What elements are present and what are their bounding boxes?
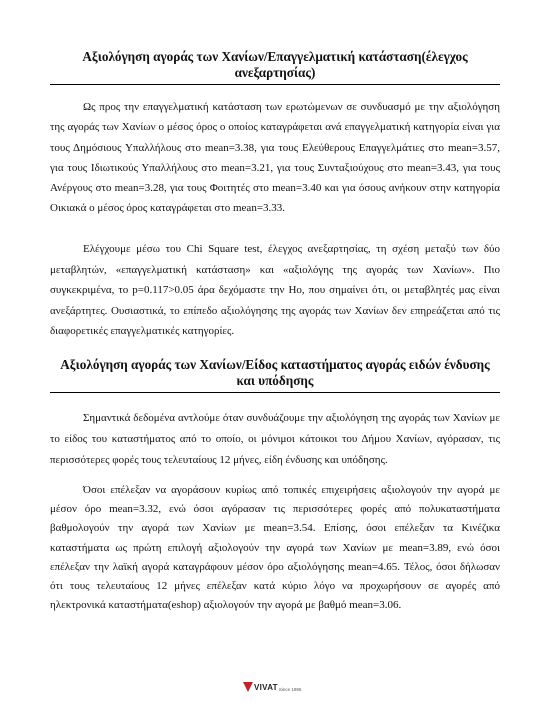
logo-subtext: Since 1996 <box>278 687 302 692</box>
paragraph-chi-square: Ελέγχουμε μέσω του Chi Square test, έλεγχος ανεξαρτησίας, τη σχέση μεταξύ των δύο μεταβλητών, «επαγγελματική κατάσταση» και «αξιολόγης της αγοράς των Χανίων». Πιο συγκεκριμένα, το p=0.117>0.05 άρα δεχόμαστε την Ho, που σημαίνει ότι, οι μεταβλητές μας είναι ανεξάρτητες. Ουσιαστικά, το επίπεδο αξιολόγησης της αγοράς των Χανίων δεν επηρεάζεται από τις διαφορετικές επαγγελματικές κατηγορίες. <box>50 243 500 337</box>
paragraph-store-type-intro: Σημαντικά δεδομένα αντλούμε όταν συνδυάζουμε την αξιολόγηση της αγοράς των Χανίων με το είδος του καταστήματος από το οποίο, οι μόνιμοι κάτοικοι του Δήμου Χανίων, αγόρασαν, τις περισσότερες φορές τους τελευταίους 12 μήνες, είδη ένδυσης και υπόδησης. <box>50 412 500 466</box>
section-heading-store-type: Αξιολόγηση αγοράς των Χανίων/Είδος καταστήματος αγοράς ειδών ένδυσης και υπόδησης <box>60 357 490 388</box>
heading-underline <box>50 392 500 393</box>
logo-text: VIVAT <box>254 682 278 692</box>
paragraph-store-type-means: Όσοι επέλεξαν να αγοράσουν κυρίως από τοπικές επιχειρήσεις αξιολογούν την αγορά με μέσον όρο mean=3.32, ενώ όσοι αγόρασαν τις περισσότερες φορές από πολυκαταστήματα βαθμολογούν την αγορά των Χανίων με mean=3.54. Επίσης, όσοι επέλεξαν τα Κινέζικα καταστήματα ως πρώτη επιλογή αξιολογούν την αγορά των Χανίων με mean=3.89, ενώ όσοι επέλεξαν την λαϊκή αγορά καταγράφουν μέσον όρο αξιολόγησης mean=4.65. Τέλος, όσοι δήλωσαν ότι τους τελευταίους 12 μήνες επέλεξαν κατά κύριο λόγο να προχωρήσουν σε αγορές από ηλεκτρονικά καταστήματα(eshop) αξιολογούν την αγορά με βαθμό mean=3.06. <box>50 484 500 612</box>
vivat-logo <box>243 679 301 695</box>
logo-v-mark-icon <box>243 682 253 692</box>
heading-underline <box>50 84 500 85</box>
section-heading-occupation: Αξιολόγηση αγοράς των Χανίων/Επαγγελματική κατάσταση(έλεγχος ανεξαρτησίας) <box>82 49 468 80</box>
paragraph-occupation-means: Ως προς την επαγγελματική κατάσταση των ερωτώμενων σε συνδυασμό με την αξιολόγηση της αγοράς των Χανίων ο μέσος όρος ο οποίος καταγράφεται ανά επαγγελματική κατηγορία είναι για τους Δημόσιους Υπαλλήλους στο mean=3.38, για τους Ελεύθερους Επαγγελμάτιες στο mean=3.57, για τους Ιδιωτικούς Υπαλλήλους στο mean=3.21, για τους Συνταξιούχους στο mean=3.43, για τους Ανέργους στο mean=3.28, για τους Φοιτητές στο mean=3.40 και για όσους ανήκουν στην κατηγορία Οικιακά ο μέσος όρος καταγράφεται στο mean=3.33. <box>50 101 500 215</box>
